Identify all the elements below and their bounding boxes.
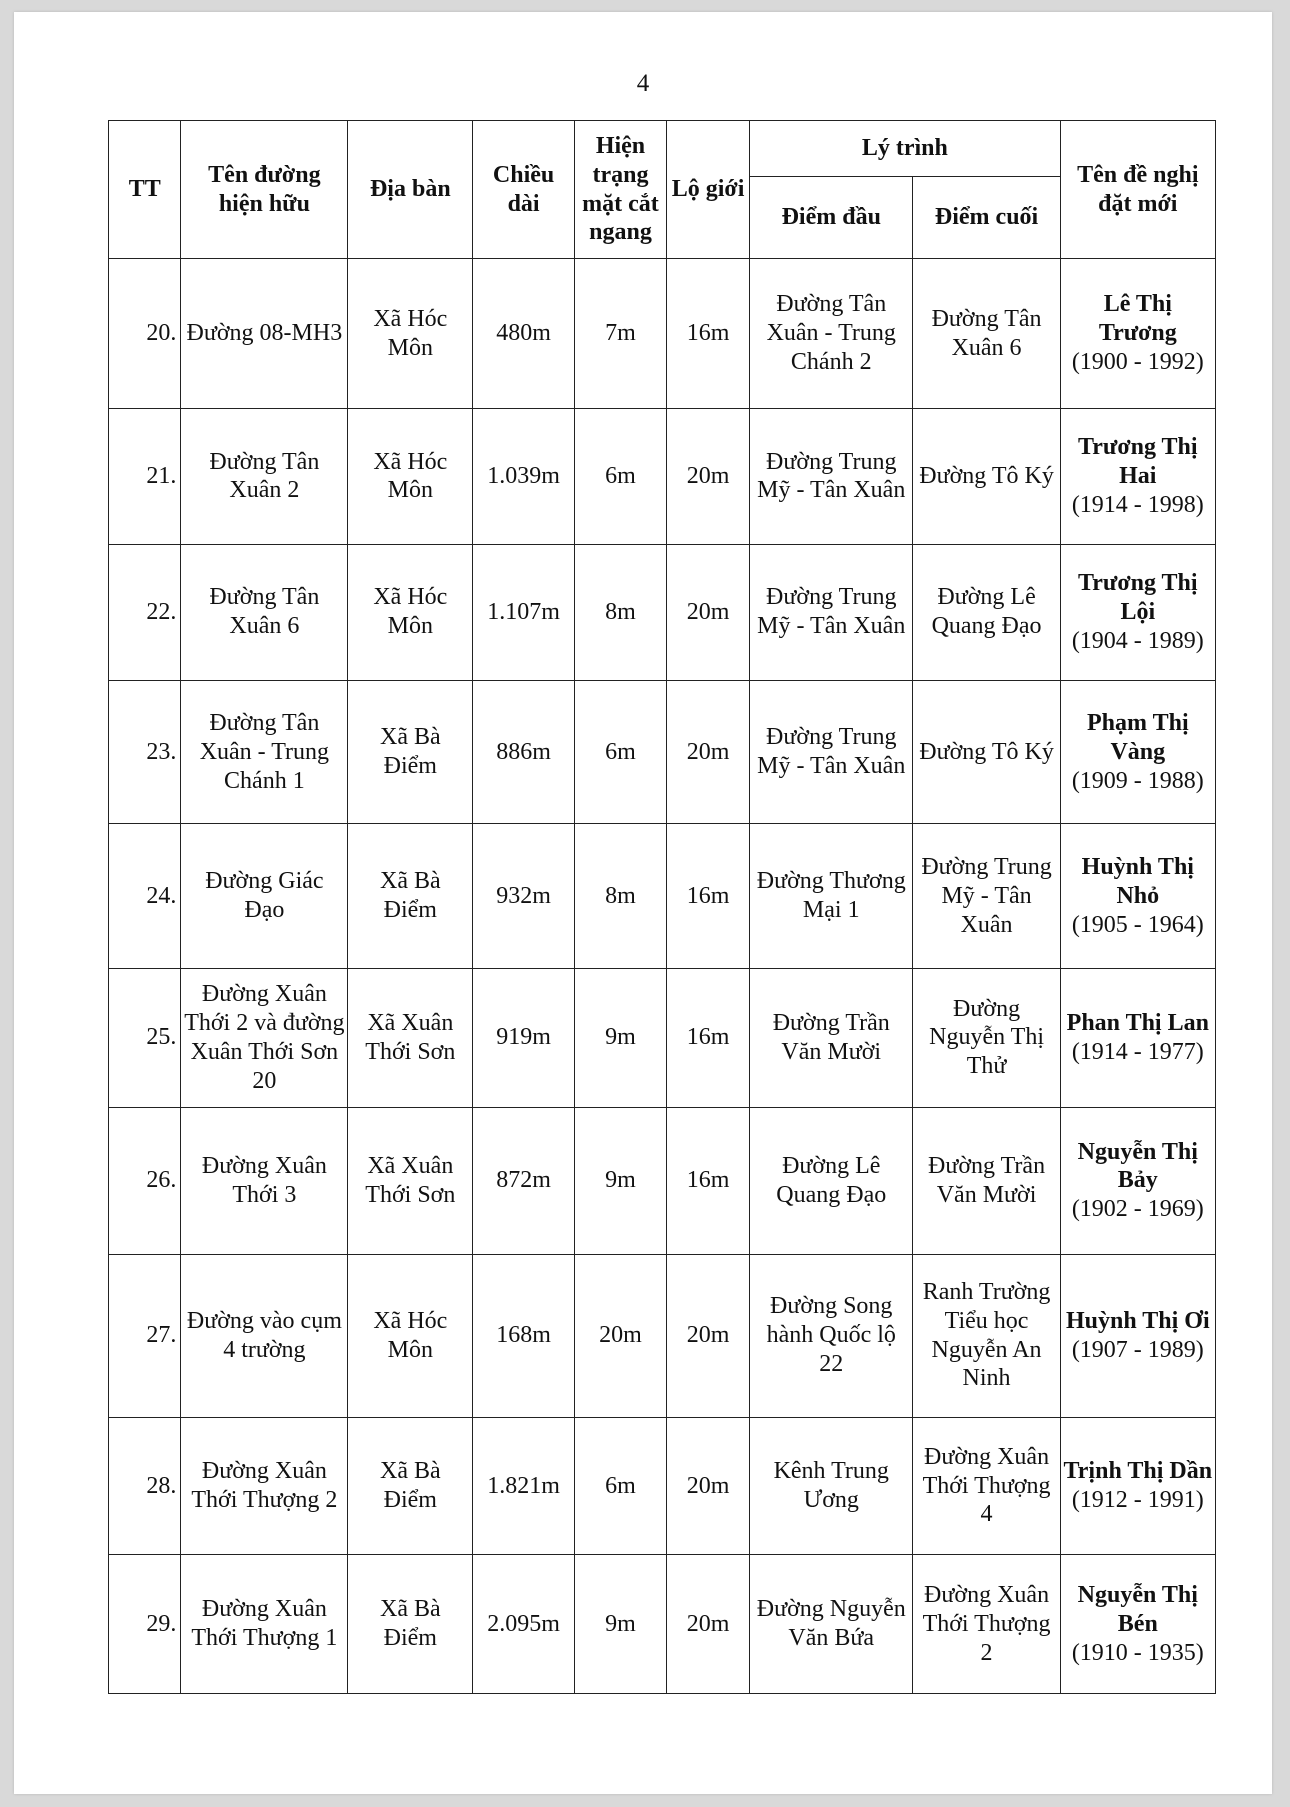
cell-cross-section: 6m [574, 680, 666, 823]
cell-road-boundary: 20m [667, 1417, 750, 1555]
years: (1909 - 1988) [1071, 767, 1204, 794]
header-ly-trinh: Lý trình [750, 121, 1061, 177]
cell-cross-section: 9m [574, 968, 666, 1107]
cell-street-name: Đường 08-MH3 [181, 259, 348, 409]
cell-start-point: Đường Tân Xuân - Trung Chánh 2 [750, 259, 913, 409]
cell-start-point: Đường Thương Mại 1 [750, 824, 913, 969]
years: (1902 - 1969) [1071, 1196, 1204, 1223]
cell-tt: 23. [109, 680, 181, 823]
new-name: Huỳnh Thị Nhỏ [1081, 853, 1194, 909]
header-hien-trang: Hiện trạng mặt cắt ngang [574, 121, 666, 259]
cell-cross-section: 20m [574, 1254, 666, 1417]
cell-end-point: Đường Tô Ký [913, 409, 1060, 544]
cell-tt: 24. [109, 824, 181, 969]
cell-length: 1.039m [473, 409, 575, 544]
new-name: Nguyễn Thị Bén [1077, 1581, 1198, 1637]
cell-road-boundary: 16m [667, 968, 750, 1107]
cell-length: 1.821m [473, 1417, 575, 1555]
cell-road-boundary: 16m [667, 259, 750, 409]
table-row [109, 259, 1216, 409]
years: (1900 - 1992) [1071, 349, 1204, 376]
header-dia-ban: Địa bàn [348, 121, 473, 259]
cell-length: 1.107m [473, 544, 575, 680]
years: (1905 - 1964) [1071, 911, 1204, 938]
years: (1907 - 1989) [1071, 1336, 1204, 1363]
cell-street-name: Đường vào cụm 4 trường [181, 1254, 348, 1417]
cell-end-point: Đường Trung Mỹ - Tân Xuân [913, 824, 1060, 969]
cell-road-boundary: 20m [667, 544, 750, 680]
years: (1912 - 1991) [1071, 1486, 1204, 1513]
header-chieu-dai: Chiều dài [473, 121, 575, 259]
cell-street-name: Đường Xuân Thới 2 và đường Xuân Thới Sơn 20 [181, 968, 348, 1107]
cell-start-point: Đường Nguyễn Văn Bứa [750, 1555, 913, 1694]
header-diem-cuoi: Điểm cuối [913, 177, 1060, 259]
cell-cross-section: 6m [574, 1417, 666, 1555]
cell-cross-section: 8m [574, 824, 666, 969]
cell-tt: 21. [109, 409, 181, 544]
cell-new-name [1060, 968, 1215, 1107]
cell-street-name: Đường Xuân Thới Thượng 2 [181, 1417, 348, 1555]
cell-length: 919m [473, 968, 575, 1107]
cell-area: Xã Bà Điểm [348, 824, 473, 969]
cell-street-name: Đường Xuân Thới Thượng 1 [181, 1555, 348, 1694]
cell-tt: 22. [109, 544, 181, 680]
cell-area: Xã Xuân Thới Sơn [348, 968, 473, 1107]
cell-road-boundary: 16m [667, 1107, 750, 1254]
cell-tt: 20. [109, 259, 181, 409]
cell-length: 480m [473, 259, 575, 409]
cell-end-point: Đường Tô Ký [913, 680, 1060, 823]
cell-end-point: Đường Nguyễn Thị Thử [913, 968, 1060, 1107]
cell-length: 886m [473, 680, 575, 823]
new-name: Phan Thị Lan [1066, 1010, 1209, 1037]
table-row [109, 680, 1216, 823]
cell-end-point: Đường Xuân Thới Thượng 4 [913, 1417, 1060, 1555]
cell-street-name: Đường Tân Xuân - Trung Chánh 1 [181, 680, 348, 823]
new-name: Nguyễn Thị Bảy [1077, 1138, 1198, 1194]
table-row [109, 1417, 1216, 1555]
cell-new-name [1060, 1555, 1215, 1694]
cell-road-boundary: 20m [667, 1555, 750, 1694]
cell-area: Xã Hóc Môn [348, 1254, 473, 1417]
new-name: Trương Thị Hai [1078, 434, 1198, 490]
header-diem-dau: Điểm đầu [750, 177, 913, 259]
cell-road-boundary: 20m [667, 680, 750, 823]
cell-cross-section: 6m [574, 409, 666, 544]
cell-cross-section: 9m [574, 1555, 666, 1694]
header-tt: TT [109, 121, 181, 259]
cell-area: Xã Bà Điểm [348, 1555, 473, 1694]
cell-road-boundary: 20m [667, 1254, 750, 1417]
table-row [109, 544, 1216, 680]
new-name: Huỳnh Thị Ơi [1065, 1307, 1210, 1334]
cell-end-point: Đường Trần Văn Mười [913, 1107, 1060, 1254]
cell-new-name [1060, 1107, 1215, 1254]
cell-new-name [1060, 1254, 1215, 1417]
cell-cross-section: 8m [574, 544, 666, 680]
cell-length: 932m [473, 824, 575, 969]
cell-start-point: Đường Trung Mỹ - Tân Xuân [750, 680, 913, 823]
cell-road-boundary: 16m [667, 824, 750, 969]
cell-area: Xã Xuân Thới Sơn [348, 1107, 473, 1254]
cell-area: Xã Hóc Môn [348, 544, 473, 680]
cell-new-name [1060, 409, 1215, 544]
cell-start-point: Kênh Trung Ương [750, 1417, 913, 1555]
cell-street-name: Đường Giác Đạo [181, 824, 348, 969]
cell-length: 872m [473, 1107, 575, 1254]
cell-area: Xã Hóc Môn [348, 259, 473, 409]
cell-road-boundary: 20m [667, 409, 750, 544]
new-name: Trương Thị Lội [1078, 570, 1198, 625]
page-number: 4 [636, 70, 650, 97]
cell-start-point: Đường Song hành Quốc lộ 22 [750, 1254, 913, 1417]
years: (1914 - 1998) [1071, 491, 1204, 518]
cell-end-point: Đường Tân Xuân 6 [913, 259, 1060, 409]
cell-new-name [1060, 259, 1215, 409]
cell-tt: 27. [109, 1254, 181, 1417]
cell-length: 2.095m [473, 1555, 575, 1694]
cell-cross-section: 9m [574, 1107, 666, 1254]
cell-street-name: Đường Tân Xuân 6 [181, 544, 348, 680]
cell-cross-section: 7m [574, 259, 666, 409]
table-row [109, 1555, 1216, 1694]
cell-start-point: Đường Trung Mỹ - Tân Xuân [750, 409, 913, 544]
cell-new-name [1060, 824, 1215, 969]
new-name: Lê Thị Trương [1098, 291, 1177, 347]
cell-end-point: Đường Xuân Thới Thượng 2 [913, 1555, 1060, 1694]
cell-tt: 26. [109, 1107, 181, 1254]
new-name: Trịnh Thị Dần [1063, 1458, 1213, 1485]
cell-length: 168m [473, 1254, 575, 1417]
cell-new-name [1060, 680, 1215, 823]
cell-tt: 25. [109, 968, 181, 1107]
street-naming-table [108, 120, 1216, 1694]
cell-tt: 28. [109, 1417, 181, 1555]
cell-start-point: Đường Lê Quang Đạo [750, 1107, 913, 1254]
new-name: Phạm Thị Vàng [1087, 709, 1189, 765]
cell-end-point: Đường Lê Quang Đạo [913, 544, 1060, 680]
header-ten-moi: Tên đề nghị đặt mới [1060, 121, 1215, 259]
cell-start-point: Đường Trần Văn Mười [750, 968, 913, 1107]
cell-street-name: Đường Tân Xuân 2 [181, 409, 348, 544]
cell-new-name [1060, 544, 1215, 680]
header-ten-duong: Tên đường hiện hữu [181, 121, 348, 259]
table-row [109, 409, 1216, 544]
table-row [109, 824, 1216, 969]
table-row [109, 1107, 1216, 1254]
cell-new-name [1060, 1417, 1215, 1555]
years: (1914 - 1977) [1071, 1038, 1204, 1065]
cell-end-point: Ranh Trường Tiểu học Nguyễn An Ninh [913, 1254, 1060, 1417]
table-row [109, 968, 1216, 1107]
cell-area: Xã Bà Điểm [348, 680, 473, 823]
document-page [14, 12, 1272, 1794]
table-row [109, 1254, 1216, 1417]
years: (1910 - 1935) [1071, 1639, 1204, 1666]
header-lo-gioi: Lộ giới [667, 121, 750, 259]
cell-start-point: Đường Trung Mỹ - Tân Xuân [750, 544, 913, 680]
years: (1904 - 1989) [1071, 627, 1204, 654]
cell-area: Xã Bà Điểm [348, 1417, 473, 1555]
cell-tt: 29. [109, 1555, 181, 1694]
cell-area: Xã Hóc Môn [348, 409, 473, 544]
cell-street-name: Đường Xuân Thới 3 [181, 1107, 348, 1254]
